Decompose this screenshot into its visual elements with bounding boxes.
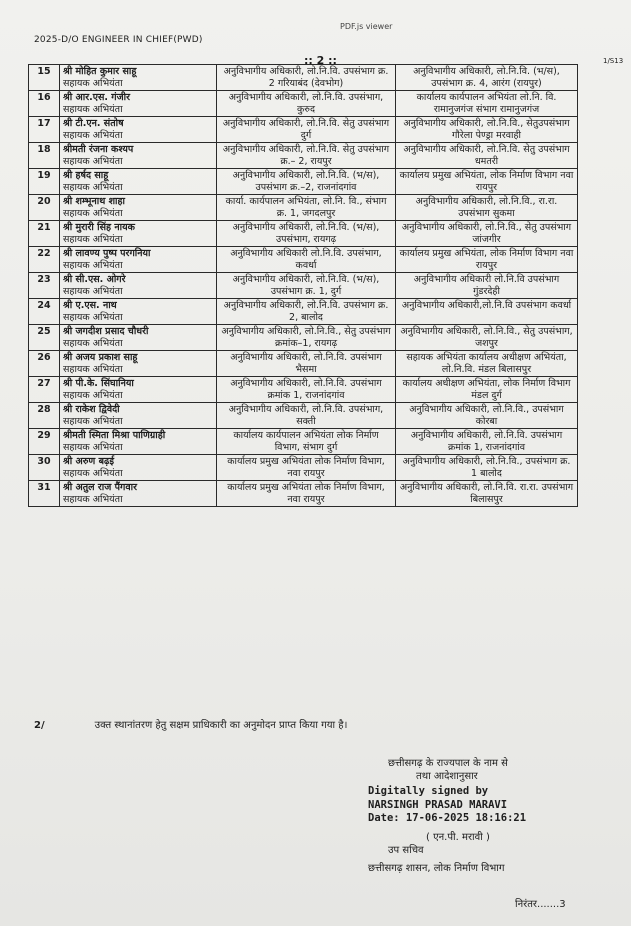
serial-number: 15 [29,65,60,91]
table-row [29,481,578,507]
current-posting: कार्या. कार्यपालन अभियंता, लो.नि. वि., संभाग क्र. 1, जगदलपुर [217,195,396,221]
officer-name: श्री पी.के. सिंघानिया [63,378,134,389]
new-posting: कार्यालय प्रमुख अभियंता, लोक निर्माण विभाग नवा रायपुर [396,247,578,273]
digital-sign-date: Date: 17-06-2025 18:16:21 [368,812,527,824]
officer-cell [60,117,217,143]
current-posting: अनुविभागीय अधिकारी, लो.नि.वि. सेतु उपसंभाग क्र.– 2, रायपुर [217,143,396,169]
table-row [29,247,578,273]
officer-cell [60,429,217,455]
officer-cell [60,195,217,221]
officer-cell [60,143,217,169]
officer-designation: सहायक अभियंता [63,389,123,401]
officer-name: श्री आर.एस. गंजीर [63,92,131,103]
note-text: उक्त स्थानांतरण हेतु सक्षम प्राधिकारी का अनुमोदन प्राप्त किया गया है। [94,720,348,731]
current-posting: अनुविभागीय अधिकारी, लो.नि.वि. (भ/स), उपसंभाग क्र.–2, राजनांदगांव [217,169,396,195]
officer-cell [60,455,217,481]
current-posting: अनुविभागीय अधिकारी, लो.नि.वि., सेतु उपसंभाग क्रमांक–1, रायगढ़ [217,325,396,351]
digital-signed-by: Digitally signed by [368,785,489,797]
current-posting: अनुविभागीय अधिकारी, लो.नि.वि. उपसंभाग क्र. 2 गरियाबंद (देवभोग) [217,65,396,91]
sig-line-order: तथा आदेशानुसार [416,771,478,782]
officer-cell [60,377,217,403]
officer-designation: सहायक अभियंता [63,129,123,141]
new-posting: अनुविभागीय अधिकारी, लो.नि.वि., सेतुउपसंभाग गौरेला पेण्ड्रा मरवाही [396,117,578,143]
officer-designation: सहायक अभियंता [63,259,123,271]
officer-name: श्रीमती रंजना कश्यप [63,144,134,155]
officer-designation: सहायक अभियंता [63,415,123,427]
officer-name: श्री मुरारी सिंह नायक [63,222,135,233]
officer-designation: सहायक अभियंता [63,77,123,89]
table-row [29,273,578,299]
officer-name: श्री लावण्य पुष्प परगनिया [63,248,151,259]
new-posting: कार्यालय अधीक्षण अभियंता, लोक निर्माण विभाग मंडल दुर्ग [396,377,578,403]
serial-number: 16 [29,91,60,117]
officer-cell [60,299,217,325]
new-posting: अनुविभागीय अधिकारी, लो.नि.वि. (भ/स), उपसंभाग क्र. 4, आरंग (रायपुर) [396,65,578,91]
current-posting: कार्यालय कार्यपालन अभियंता लोक निर्माण विभाग, संभाग दुर्ग [217,429,396,455]
serial-number: 31 [29,481,60,507]
officer-designation: सहायक अभियंता [63,337,123,349]
current-posting: कार्यालय प्रमुख अभियंता लोक निर्माण विभाग, नवा रायपुर [217,481,396,507]
new-posting: अनुविभागीय अधिकारी लो.नि.वि उपसंभाग गुंडरदेही [396,273,578,299]
officer-name: श्री राकेश द्विवेदी [63,404,120,415]
officer-name: श्री टी.एन. संतोष [63,118,124,129]
new-posting: अनुविभागीय अधिकारी, लो.नि.वि., उपसंभाग कोरबा [396,403,578,429]
transfer-table [28,64,578,507]
new-posting: अनुविभागीय अधिकारी, लो.नि.वि., सेतु उपसंभाग जांजगीर [396,221,578,247]
current-posting: अनुविभागीय अधिकारी, लो.नि.वि. उपसंभाग क्र. 2, बालोद [217,299,396,325]
current-posting: अनुविभागीय अधिकारी, लो.नि.वि. उपसंभाग भैसमा [217,351,396,377]
officer-name: श्री हर्षद साहू [63,170,109,181]
new-posting: अनुविभागीय अधिकारी, लो.नि.वि., सेतु उपसंभाग, जशपुर [396,325,578,351]
serial-number: 18 [29,143,60,169]
officer-name: श्रीमती स्मिता मिश्रा पाणिग्राही [63,430,166,441]
officer-designation: सहायक अभियंता [63,441,123,453]
table-row [29,351,578,377]
officer-name: श्री अरुण बढ़ई [63,456,115,467]
current-posting: अनुविभागीय अधिकारी, लो.नि.वि. उपसंभाग, कुरुद [217,91,396,117]
serial-number: 23 [29,273,60,299]
table-row [29,117,578,143]
officer-designation: सहायक अभियंता [63,363,123,375]
serial-number: 17 [29,117,60,143]
table-row [29,195,578,221]
sig-line-governor: छत्तीसगढ़ के राज्यपाल के नाम से [388,758,508,769]
officer-designation: सहायक अभियंता [63,493,123,505]
current-posting: अनुविभागीय अधिकारी लो.नि.वि. उपसंभाग, कवर्धा [217,247,396,273]
serial-number: 24 [29,299,60,325]
serial-number: 19 [29,169,60,195]
note-number: 2/ [34,720,45,731]
officer-designation: सहायक अभियंता [63,311,123,323]
signature-block [368,757,618,875]
serial-number: 26 [29,351,60,377]
table-row [29,169,578,195]
page-number: :: 2 :: [304,54,337,67]
table-row [29,429,578,455]
new-posting: अनुविभागीय अधिकारी,लो.नि.वि उपसंभाग कवर्धा [396,299,578,325]
officer-designation: सहायक अभियंता [63,155,123,167]
serial-number: 25 [29,325,60,351]
officer-cell [60,91,217,117]
new-posting: सहायक अभियंता कार्यालय अधीक्षण अभियंता, लो.नि.वि. मंडल बिलासपुर [396,351,578,377]
officer-cell [60,247,217,273]
approval-note [34,717,347,731]
officer-cell [60,221,217,247]
serial-number: 20 [29,195,60,221]
officer-name: श्री जगदीश प्रसाद चौधरी [63,326,149,337]
officer-name: श्री अतुल राज पैंगवार [63,482,137,493]
officer-cell [60,351,217,377]
continued-marker: निरंतर.......3 [515,899,566,910]
officer-cell [60,273,217,299]
officer-designation: सहायक अभियंता [63,285,123,297]
officer-cell [60,481,217,507]
viewer-title: PDF.js viewer [340,22,393,31]
serial-number: 22 [29,247,60,273]
officer-cell [60,169,217,195]
serial-number: 30 [29,455,60,481]
officer-designation: सहायक अभियंता [63,181,123,193]
officer-name: श्री शम्भूनाथ शाहा [63,196,126,207]
current-posting: अनुविभागीय अधिकारी, लो.नि.वि. उपसंभाग, सक्ती [217,403,396,429]
officer-cell [60,403,217,429]
table-row [29,403,578,429]
table-row [29,377,578,403]
current-posting: अनुविभागीय अधिकारी, लो.नि.वि. (भ/स), उपसंभाग, रायगढ़ [217,221,396,247]
officer-name: श्री मोहित कुमार साहू [63,66,137,77]
table-row [29,91,578,117]
table-row [29,65,578,91]
new-posting: कार्यालय कार्यपालन अभियंता लो.नि. वि. रामानुजगंज संभाग रामानुजगंज [396,91,578,117]
table-row [29,455,578,481]
serial-number: 27 [29,377,60,403]
signer-name: ( एन.पी. मरावी ) [426,832,490,843]
officer-name: श्री अजय प्रकाश साहू [63,352,138,363]
officer-cell [60,65,217,91]
officer-name: श्री सी.एस. ओगरे [63,274,126,285]
officer-designation: सहायक अभियंता [63,207,123,219]
browser-tab-title: 2025-D/O ENGINEER IN CHIEF(PWD) [34,35,203,45]
table-row [29,221,578,247]
page-counter: 1/S13 [603,57,624,65]
table-row [29,325,578,351]
new-posting: अनुविभागीय अधिकारी, लो.नि.वि., उपसंभाग क्र. 1 बालोद [396,455,578,481]
officer-designation: सहायक अभियंता [63,103,123,115]
current-posting: कार्यालय प्रमुख अभियंता लोक निर्माण विभाग, नवा रायपुर [217,455,396,481]
table-row [29,299,578,325]
current-posting: अनुविभागीय अधिकारी, लो.नि.वि. (भ/स), उपसंभाग क्र. 1, दुर्ग [217,273,396,299]
table-row [29,143,578,169]
officer-name: श्री ए.एस. नाथ [63,300,117,311]
current-posting: अनुविभागीय अधिकारी, लो.नि.वि. उपसंभाग क्रमांक 1, राजनांदगांव [217,377,396,403]
serial-number: 21 [29,221,60,247]
new-posting: अनुविभागीय अधिकारी, लो.नि.वि., रा.रा. उपसंभाग सुकमा [396,195,578,221]
signer-title: उप सचिव [388,845,424,856]
current-posting: अनुविभागीय अधिकारी, लो.नि.वि. सेतु उपसंभाग दुर्ग [217,117,396,143]
digital-signer-name: NARSINGH PRASAD MARAVI [368,799,508,811]
officer-cell [60,325,217,351]
serial-number: 29 [29,429,60,455]
new-posting: कार्यालय प्रमुख अभियंता, लोक निर्माण विभाग नवा रायपुर [396,169,578,195]
serial-number: 28 [29,403,60,429]
new-posting: अनुविभागीय अधिकारी, लो.नि.वि. उपसंभाग क्रमांक 1, राजनांदगांव [396,429,578,455]
signer-department: छत्तीसगढ़ शासन, लोक निर्माण विभाग [368,863,505,874]
officer-designation: सहायक अभियंता [63,233,123,245]
new-posting: अनुविभागीय अधिकारी, लो.नि.वि. रा.रा. उपसंभाग बिलासपुर [396,481,578,507]
officer-designation: सहायक अभियंता [63,467,123,479]
new-posting: अनुविभागीय अधिकारी, लो.नि.वि. सेतु उपसंभाग धमतरी [396,143,578,169]
